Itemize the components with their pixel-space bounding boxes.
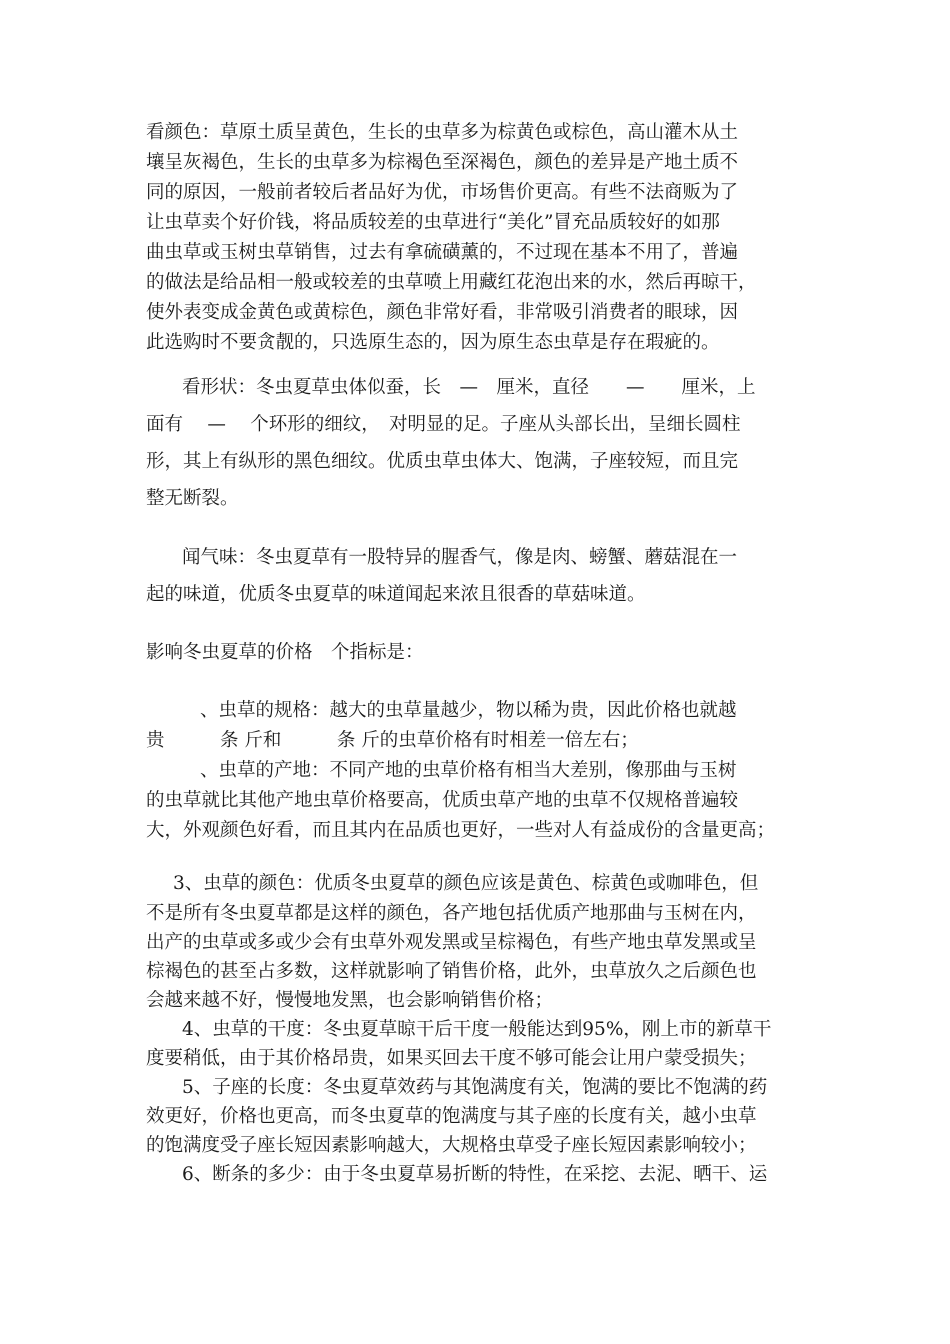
text-line: 同的原因，一般前者较后者品好为优，市场售价更高。有些不法商贩为了 xyxy=(146,182,739,203)
text-line: 、虫草的产地：不同产地的虫草价格有相当大差别，像那曲与玉树 xyxy=(200,760,737,781)
text-line: 起的味道，优质冬虫夏草的味道闻起来浓且很香的草菇味道。 xyxy=(146,584,646,605)
text-line: 闻气味：冬虫夏草有一股特异的腥香气，像是肉、螃蟹、蘑菇混在一 xyxy=(182,547,738,568)
text-line: 大，外观颜色好看，而且其内在品质也更好，一些对人有益成份的含量更高； xyxy=(146,820,776,841)
text-line: 的做法是给品相一般或较差的虫草喷上用藏红花泡出来的水，然后再晾干， xyxy=(146,272,757,293)
text-line: 出产的虫草或多或少会有虫草外观发黑或呈棕褐色，有些产地虫草发黑或呈 xyxy=(146,932,757,953)
text-line: 曲虫草或玉树虫草销售，过去有拿硫磺薰的，不过现在基本不用了，普遍 xyxy=(146,242,739,263)
text-line: 不是所有冬虫夏草都是这样的颜色，各产地包括优质产地那曲与玉树在内， xyxy=(146,903,757,924)
text-line: 棕褐色的甚至占多数，这样就影响了销售价格，此外，虫草放久之后颜色也 xyxy=(146,961,757,982)
text-line: 此选购时不要贪靓的，只选原生态的，因为原生态虫草是存在瑕疵的。 xyxy=(146,332,720,353)
text-line: 的饱满度受子座长短因素影响越大，大规格虫草受子座长短因素影响较小； xyxy=(146,1135,757,1156)
text-line: 6、断条的多少：由于冬虫夏草易折断的特性，在采挖、去泥、晒干、运 xyxy=(182,1164,768,1185)
text-line: 效更好，价格也更高，而冬虫夏草的饱满度与其子座的长度有关，越小虫草 xyxy=(146,1106,757,1127)
text-line: 的虫草就比其他产地虫草价格要高，优质虫草产地的虫草不仅规格普遍较 xyxy=(146,790,739,811)
text-line: 面有 — 个环形的细纹， 对明显的足。子座从头部长出，呈细长圆柱 xyxy=(146,414,741,435)
text-line: 形，其上有纵形的黑色细纹。优质虫草虫体大、饱满，子座较短，而且完 xyxy=(146,451,739,472)
text-line: 贵 条 斤和 条 斤的虫草价格有时相差一倍左右； xyxy=(146,730,639,751)
text-line: 3、虫草的颜色：优质冬虫夏草的颜色应该是黄色、棕黄色或咖啡色，但 xyxy=(173,873,759,894)
text-line: 整无断裂。 xyxy=(146,488,239,509)
text-line: 影响冬虫夏草的价格 个指标是： xyxy=(146,642,424,663)
text-line: 看形状：冬虫夏草虫体似蚕，长 — 厘米，直径 — 厘米，上 xyxy=(182,377,756,398)
text-line: 看颜色：草原土质呈黄色，生长的虫草多为棕黄色或棕色，高山灌木从土 xyxy=(146,122,739,143)
text-line: 会越来越不好，慢慢地发黑，也会影响销售价格； xyxy=(146,990,554,1011)
text-line: 使外表变成金黄色或黄棕色，颜色非常好看，非常吸引消费者的眼球，因 xyxy=(146,302,739,323)
text-line: 5、子座的长度：冬虫夏草效药与其饱满度有关，饱满的要比不饱满的药 xyxy=(182,1077,768,1098)
text-line: 壤呈灰褐色，生长的虫草多为棕褐色至深褐色，颜色的差异是产地土质不 xyxy=(146,152,739,173)
text-line: 让虫草卖个好价钱，将品质较差的虫草进行“美化”冒充品质较好的如那 xyxy=(146,212,720,233)
text-line: 、虫草的规格：越大的虫草量越少，物以稀为贵，因此价格也就越 xyxy=(200,700,737,721)
text-line: 4、虫草的干度：冬虫夏草晾干后干度一般能达到95%，刚上市的新草干 xyxy=(182,1019,772,1040)
text-line: 度要稍低，由于其价格昂贵，如果买回去干度不够可能会让用户蒙受损失； xyxy=(146,1048,757,1069)
